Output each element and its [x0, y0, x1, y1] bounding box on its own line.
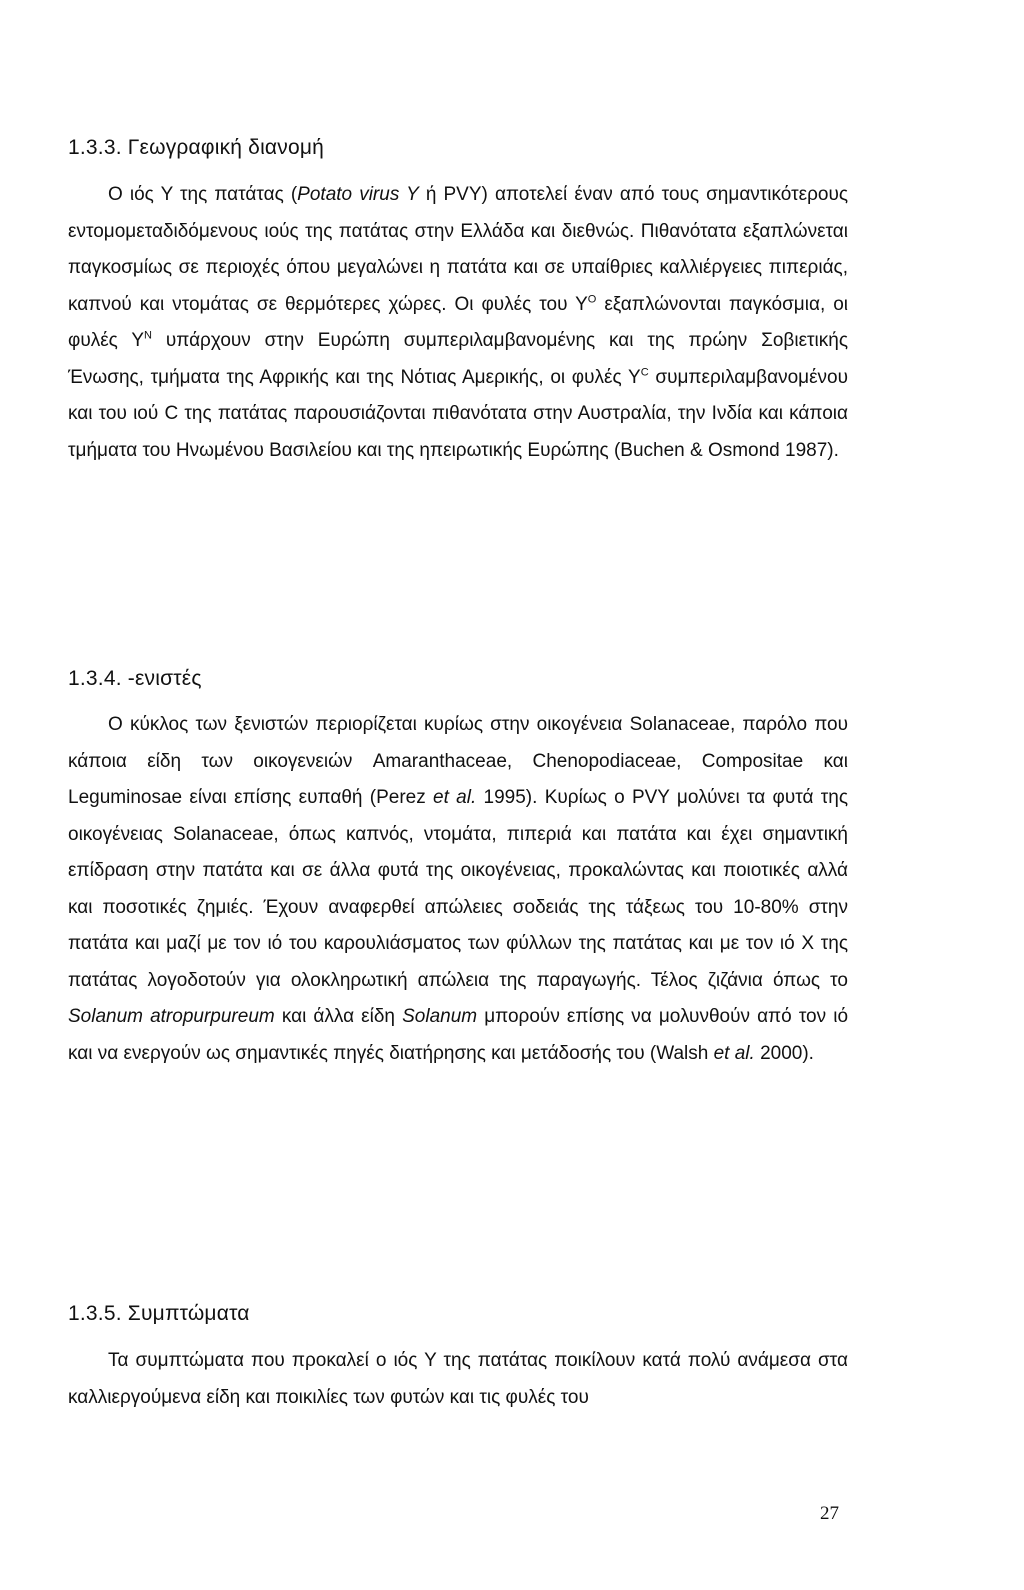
section-heading-geographic-distribution: 1.3.3. Γεωγραφική διανομή — [68, 136, 325, 159]
paragraph-hosts: Ο κύκλος των ξενιστών περιορίζεται κυρίως στην οικογένεια Solanaceae, παρόλο που κάποια είδη των οικογενειών Amaranthaceae, Chenopodiaceae, Compositae και Leguminosae είναι επίσης ευπαθή (Perez et al. 1995). Κυρίως ο PVY μολύνει τα φυτά της οικογένειας Solanaceae, όπως καπνός, ντομάτα, πιπεριά και πατάτα και έχει σημαντική επίδραση στην πατάτα και σε άλλα φυτά της οικογένειας, προκαλώντας και ποιοτικές αλλά και ποσοτικές ζημιές. Έχουν αναφερθεί απώλειες σοδειάς της τάξεως του 10-80% στην πατάτα και μαζί με τον ιό του καρουλιάσματος των φύλλων της πατάτας και με τον ιό X της πατάτας λογοδοτούν για ολοκληρωτική απώλεια της παραγωγής. Τέλος ζιζάνια όπως το Solanum atropurpureum και άλλα είδη Solanum μπορούν επίσης να μολυνθούν από τον ιό και να ενεργούν ως σημαντικές πηγές διατήρησης και μετάδοσής του (Walsh et al. 2000). — [68, 714, 849, 1064]
section-heading-hosts: 1.3.4. -ενιστές — [68, 667, 202, 690]
paragraph-geographic-distribution: Ο ιός Υ της πατάτας (Potato virus Y ή PVY) αποτελεί έναν από τους σημαντικότερους εντομομεταδιδόμενους ιούς της πατάτας στην Ελλάδα και διεθνώς. Πιθανότατα εξαπλώνεται παγκοσμίως σε περιοχές όπου μεγαλώνει η πατάτα και σε υπαίθριες καλλιέργειες πιπεριάς, καπνού και ντομάτας σε θερμότερες χώρες. Οι φυλές του $\Upsilon^O$ εξαπλώνονται παγκόσμια, οι φυλές $\Upsilon^N$ υπάρχουν στην Ευρώπη συμπεριλαμβανομένης και της πρώην Σοβιετικής Ένωσης, τμήματα της Αφρικής και της Νότιας Αμερικής, οι φυλές $\Upsilon^C$ συμπεριλαμβανομένου και του ιού C της πατάτας παρουσιάζονται πιθανότατα στην Αυστραλία, την Ινδία και κάποια τμήματα του Ηνωμένου Βασιλείου και της ηπειρωτικής Ευρώπης (Buchen & Osmond 1987). — [68, 184, 849, 461]
page-number: 27 — [820, 1503, 839, 1524]
section-heading-symptoms: 1.3.5. Συμπτώματα — [68, 1302, 250, 1325]
paragraph-symptoms: Τα συμπτώματα που προκαλεί ο ιός Υ της πατάτας ποικίλουν κατά πολύ ανάμεσα στα καλλιεργούμενα είδη και ποικιλίες των φυτών και τις φυλές του — [68, 1350, 848, 1408]
